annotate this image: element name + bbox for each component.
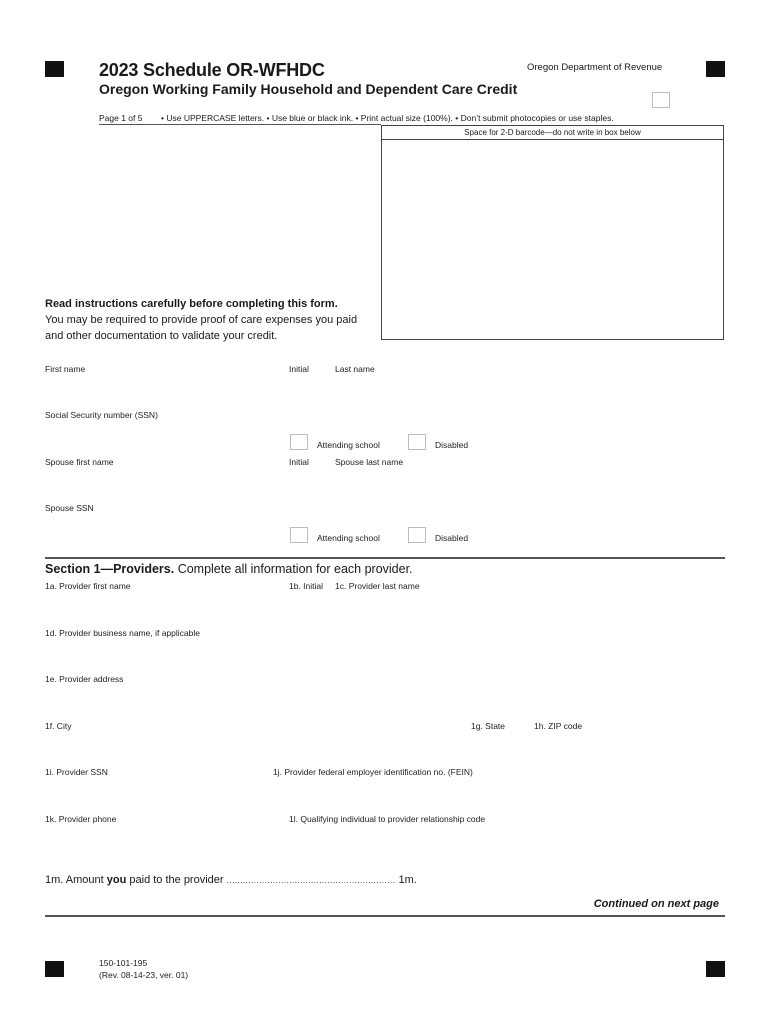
page-number: Page 1 of 5 — [99, 113, 143, 123]
amended-checkbox[interactable] — [652, 92, 670, 108]
barcode-label: Space for 2-D barcode—do not write in box below — [382, 126, 723, 140]
spouse-disabled-checkbox[interactable] — [408, 527, 426, 543]
section-1-title-bold: Section 1—Providers. — [45, 562, 175, 576]
provider-fein-label: 1j. Provider federal employer identification no. (FEIN) — [273, 767, 473, 777]
last-name-label: Last name — [335, 364, 375, 374]
continued-note: Continued on next page — [593, 898, 719, 910]
spouse-attending-school-checkbox[interactable] — [290, 527, 308, 543]
barcode-box — [381, 125, 724, 340]
provider-address-label: 1e. Provider address — [45, 674, 124, 684]
provider-relationship-label: 1l. Qualifying individual to provider relationship code — [289, 814, 486, 824]
amount-paid-label-bold: you — [106, 874, 127, 886]
ssn-label: Social Security number (SSN) — [45, 410, 158, 420]
initial-label: Initial — [289, 364, 309, 374]
provider-ssn-label: 1i. Provider SSN — [45, 767, 108, 777]
form-subtitle: Oregon Working Family Household and Dependent Care Credit — [99, 81, 518, 97]
provider-first-name-label: 1a. Provider first name — [45, 581, 131, 591]
provider-zip-label: 1h. ZIP code — [534, 721, 583, 731]
disabled-checkbox[interactable] — [408, 434, 426, 450]
amount-paid-ref: 1m. — [398, 874, 417, 886]
registration-mark-bottom-left — [45, 961, 64, 977]
instructions-line-2: and other documentation to validate your credit. — [45, 330, 278, 342]
provider-state-label: 1g. State — [471, 721, 506, 731]
attending-school-checkbox[interactable] — [290, 434, 308, 450]
form-title: 2023 Schedule OR-WFHDC — [99, 60, 325, 80]
form-number: 150-101-195 — [99, 958, 148, 968]
registration-mark-top-left — [45, 61, 64, 77]
instructions-line-1: You may be required to provide proof of care expenses you paid — [45, 314, 358, 326]
amount-paid-leader-dots: .............................................................. — [226, 876, 396, 885]
section-1-title-rest: Complete all information for each provider. — [174, 562, 413, 576]
spouse-disabled-label: Disabled — [435, 533, 469, 543]
registration-mark-top-right — [706, 61, 725, 77]
attending-school-label: Attending school — [317, 440, 380, 450]
registration-mark-bottom-right — [706, 961, 725, 977]
provider-initial-label: 1b. Initial — [289, 581, 324, 591]
disabled-label: Disabled — [435, 440, 469, 450]
footer-rule — [45, 915, 725, 917]
section-1-rule — [45, 557, 725, 559]
form-revision: (Rev. 08-14-23, ver. 01) — [99, 970, 189, 980]
amount-paid-line — [45, 874, 417, 886]
spouse-attending-school-label: Attending school — [317, 533, 380, 543]
spouse-last-name-label: Spouse last name — [335, 457, 404, 467]
first-name-label: First name — [45, 364, 86, 374]
amount-paid-label-post: paid to the provider — [126, 874, 224, 886]
spouse-initial-label: Initial — [289, 457, 309, 467]
provider-city-label: 1f. City — [45, 721, 72, 731]
provider-last-name-label: 1c. Provider last name — [335, 581, 420, 591]
form-notes: • Use UPPERCASE letters. • Use blue or black ink. • Print actual size (100%). • Don’t submit photocopies or use staples. — [161, 113, 614, 123]
amount-paid-label-pre: 1m. Amount — [45, 874, 107, 886]
section-1-title — [45, 562, 413, 576]
provider-phone-label: 1k. Provider phone — [45, 814, 117, 824]
header-rule — [99, 124, 381, 125]
instructions-heading: Read instructions carefully before completing this form. — [45, 298, 338, 310]
spouse-first-name-label: Spouse first name — [45, 457, 114, 467]
spouse-ssn-label: Spouse SSN — [45, 503, 94, 513]
provider-business-label: 1d. Provider business name, if applicable — [45, 628, 200, 638]
agency-name: Oregon Department of Revenue — [527, 62, 663, 73]
